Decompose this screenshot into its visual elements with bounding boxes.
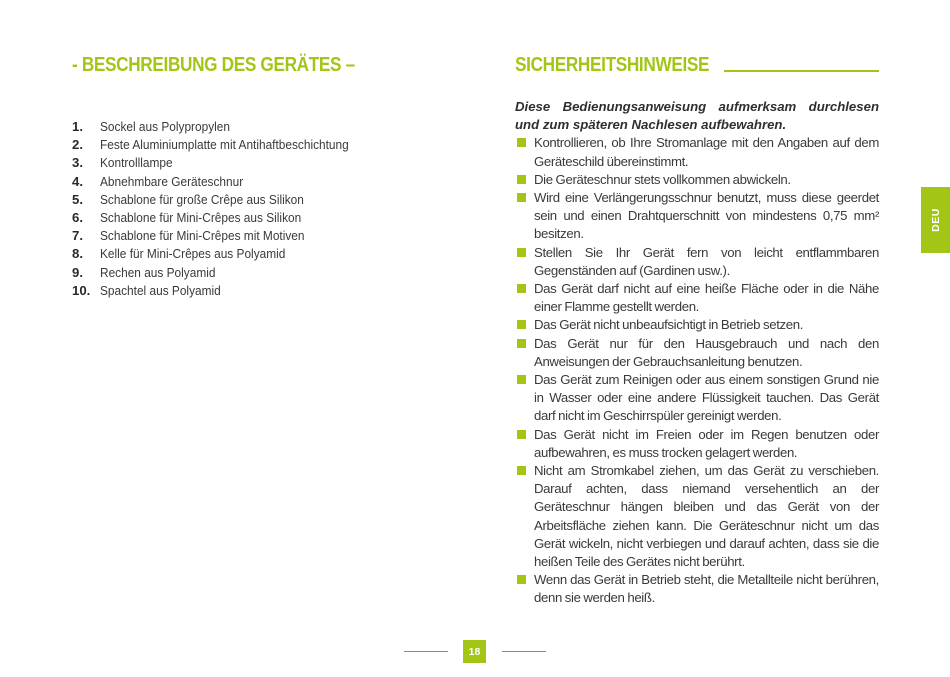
square-bullet-icon xyxy=(517,320,526,329)
list-item xyxy=(515,134,879,170)
list-item xyxy=(515,571,879,607)
list-item xyxy=(72,118,402,136)
item-text: Kelle für Mini-Crêpes aus Polyamid xyxy=(100,246,286,262)
safety-list xyxy=(515,134,879,607)
list-item xyxy=(515,462,879,571)
language-tab-label: DEU xyxy=(929,208,942,232)
item-text: Abnehmbare Geräteschnur xyxy=(100,173,244,189)
square-bullet-icon xyxy=(517,193,526,202)
safety-section xyxy=(515,98,879,608)
item-text: Das Gerät darf nicht auf eine heiße Fläche oder in die Nähe einer Flamme gestellt werden. xyxy=(534,281,879,315)
list-item xyxy=(72,245,402,263)
list-item xyxy=(72,154,402,172)
item-text: Das Gerät nicht unbeaufsichtigt in Betrieb setzen. xyxy=(534,317,804,333)
item-number: 4. xyxy=(72,173,83,189)
item-text: Wenn das Gerät in Betrieb steht, die Metallteile nicht berühren, denn sie werden heiß. xyxy=(534,572,879,606)
section-title-description: - BESCHREIBUNG DES GERÄTES – xyxy=(72,54,355,76)
list-item xyxy=(515,371,879,426)
language-tab xyxy=(921,187,950,253)
item-text: Spachtel aus Polyamid xyxy=(100,282,221,298)
item-text: Das Gerät nicht im Freien oder im Regen benutzen oder aufbewahren, es muss trocken gelagert werden. xyxy=(534,426,879,460)
item-text: Stellen Sie Ihr Gerät fern von leicht entflammbaren Gegenständen auf (Gardinen usw.). xyxy=(534,244,879,278)
list-item xyxy=(515,280,879,316)
item-text: Rechen aus Polyamid xyxy=(100,264,216,280)
square-bullet-icon xyxy=(517,466,526,475)
item-text: Schablone für Mini-Crêpes mit Motiven xyxy=(100,228,305,244)
square-bullet-icon xyxy=(517,575,526,584)
page-number-rule-right xyxy=(502,651,546,652)
list-item xyxy=(72,264,402,282)
parts-list xyxy=(72,118,402,300)
square-bullet-icon xyxy=(517,284,526,293)
list-item xyxy=(515,335,879,371)
item-text: Sockel aus Polypropylen xyxy=(100,119,230,134)
list-item xyxy=(515,189,879,244)
item-text: Nicht am Stromkabel ziehen, um das Gerät zu verschieben. Darauf achten, dass niemand versehentlich an der Geräteschnur hängen bleiben und das Gerät von der Arbeitsfläche ziehen kann. Die Geräteschnur nicht um das Gerät wickeln, nicht verbiegen und darauf achten, dass sie die heißen Teile des Gerätes nicht berührt. xyxy=(534,463,879,570)
page-number: 18 xyxy=(463,640,486,663)
square-bullet-icon xyxy=(517,138,526,147)
item-number: 5. xyxy=(72,191,83,207)
item-text: Das Gerät zum Reinigen oder aus einem sonstigen Grund nie in Wasser oder eine andere Flüssigkeit tauchen. Das Gerät darf nicht im Geschirrspüler gereinigt werden. xyxy=(534,372,879,424)
list-item xyxy=(515,244,879,280)
item-text: Kontrollieren, ob Ihre Stromanlage mit den Angaben auf dem Geräteschild übereinstimmt. xyxy=(534,135,879,169)
square-bullet-icon xyxy=(517,375,526,384)
list-item xyxy=(72,209,402,227)
item-number: 1. xyxy=(72,119,83,134)
item-text: Die Geräteschnur stets vollkommen abwickeln. xyxy=(534,171,791,187)
square-bullet-icon xyxy=(517,248,526,257)
list-item xyxy=(515,426,879,462)
item-number: 6. xyxy=(72,210,83,226)
item-number: 3. xyxy=(72,155,83,171)
list-item xyxy=(72,191,402,209)
item-number: 7. xyxy=(72,228,83,244)
item-text: Wird eine Verlängerungsschnur benutzt, muss diese geerdet sein und einen Drahtquerschnitt von mindestens 0,75 mm² besitzen. xyxy=(534,190,879,242)
item-number: 8. xyxy=(72,246,83,262)
page-number-rule-left xyxy=(404,651,448,652)
item-text: Kontrolllampe xyxy=(100,155,173,171)
list-item xyxy=(515,171,879,189)
item-text: Das Gerät nur für den Hausgebrauch und nach den Anweisungen der Gebrauchsanleitung benutzen. xyxy=(534,335,879,369)
square-bullet-icon xyxy=(517,339,526,348)
heading-underline xyxy=(724,70,879,72)
safety-intro: Diese Bedienungsanweisung aufmerksam durchlesen und zum späteren Nachlesen aufbewahren. xyxy=(515,99,879,133)
list-item xyxy=(72,136,402,154)
list-item xyxy=(515,316,879,334)
item-text: Schablone für Mini-Crêpes aus Silikon xyxy=(100,210,302,226)
list-item xyxy=(72,227,402,245)
item-text: Feste Aluminiumplatte mit Antihaftbeschichtung xyxy=(100,137,349,153)
list-item xyxy=(72,173,402,191)
item-text: Schablone für große Crêpe aus Silikon xyxy=(100,191,304,207)
section-title-safety: SICHERHEITSHINWEISE xyxy=(515,54,710,76)
item-number: 10. xyxy=(72,282,91,298)
list-item xyxy=(72,282,402,300)
square-bullet-icon xyxy=(517,175,526,184)
item-number: 2. xyxy=(72,137,83,153)
square-bullet-icon xyxy=(517,430,526,439)
item-number: 9. xyxy=(72,264,83,280)
